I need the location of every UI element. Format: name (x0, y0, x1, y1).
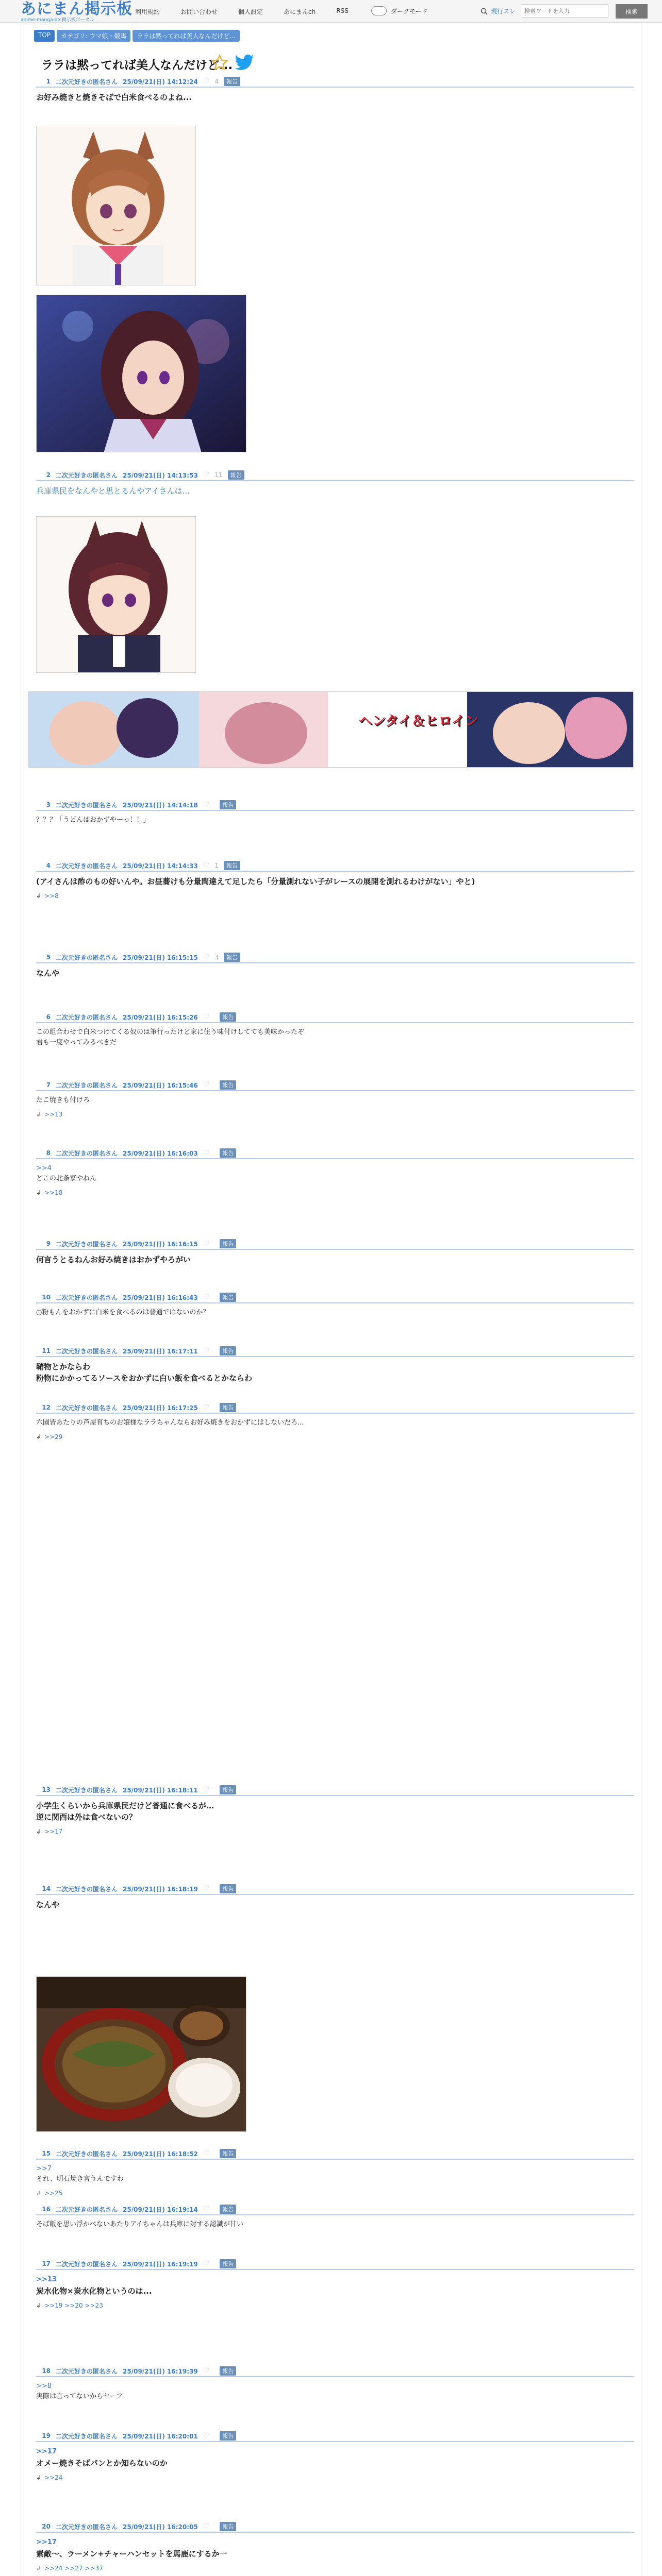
reply-arrow-icon: ↲ (36, 1189, 42, 1196)
post-18 (36, 2366, 634, 2402)
reply-anchors[interactable]: >>29 (44, 1433, 63, 1440)
post-header (36, 2521, 634, 2533)
heart-icon[interactable]: ♡ (203, 2432, 210, 2440)
crumb-top[interactable]: TOP (34, 30, 55, 42)
like-count: 11 (214, 471, 223, 479)
post-date: 25/09/21(日) 14:12:24 (123, 78, 198, 86)
report-button[interactable]: 報告 (220, 2522, 236, 2531)
report-button[interactable]: 報告 (220, 1785, 236, 1794)
post-text-line: オメー焼きそばパンとか知らないのか (36, 2459, 168, 2468)
report-button[interactable]: 報告 (220, 2431, 236, 2441)
post-number[interactable]: 7 (46, 1081, 51, 1089)
post-author: 二次元好きの匿名さん (56, 1081, 118, 1089)
post-header (36, 2366, 634, 2377)
reply-anchors[interactable]: >>18 (44, 1189, 63, 1196)
post-number[interactable]: 2 (46, 471, 51, 479)
reply-anchor-link[interactable]: >>7 (36, 2165, 52, 2173)
post-author: 二次元好きの匿名さん (56, 471, 118, 479)
post-text-line: なんや (36, 969, 60, 978)
post-body (36, 2377, 634, 2402)
reply-arrow-icon: ↲ (36, 1828, 42, 1835)
post-number[interactable]: 1 (46, 78, 51, 85)
reply-links[interactable] (36, 1828, 634, 1835)
post-date: 25/09/21(日) 16:18:19 (123, 1885, 198, 1893)
post-author: 二次元好きの匿名さん (56, 1294, 118, 1301)
post-number[interactable]: 13 (42, 1786, 51, 1793)
post-body (36, 1796, 634, 1823)
post-number[interactable]: 11 (42, 1347, 51, 1354)
post-text-line: 六園皆あたりの芦屋育ちのお嬢様なララちゃんならお好み焼きをおかずにはしないだろ... (36, 1419, 304, 1427)
post-body (36, 2442, 634, 2469)
heart-icon[interactable]: ♡ (203, 77, 210, 86)
post-text-line: 何言うとるねんお好み焼きはおかずやろがい (36, 1255, 191, 1264)
post-9 (36, 1239, 634, 1265)
post-body (36, 872, 634, 887)
search-bar (477, 4, 648, 19)
post-header (36, 860, 634, 872)
toggle-switch[interactable] (371, 6, 387, 15)
post-body (36, 2160, 634, 2184)
post-date: 25/09/21(日) 16:19:19 (123, 2260, 198, 2268)
post-19 (36, 2431, 634, 2481)
post-body (36, 1091, 634, 1106)
post-1 (36, 76, 634, 103)
post-body (36, 1023, 634, 1048)
site-logo[interactable] (21, 1, 133, 23)
top-nav (135, 7, 369, 16)
post-body (36, 1159, 634, 1184)
dark-mode-toggle[interactable] (371, 6, 428, 15)
post-body (36, 2270, 634, 2297)
post-header (36, 1292, 634, 1303)
report-button[interactable]: 報告 (220, 1239, 236, 1248)
reply-links[interactable] (36, 892, 634, 900)
reply-anchors[interactable]: >>19 >>20 >>23 (44, 2302, 103, 2309)
post-17 (36, 2259, 634, 2309)
post-15 (36, 2148, 634, 2197)
report-button[interactable]: 報告 (220, 800, 236, 809)
post-text-line: 鞘物とかならわ (36, 1362, 91, 1371)
post-header (36, 1785, 634, 1796)
post-image-uma-musume-1[interactable] (36, 126, 196, 285)
crumb-category[interactable]: カテゴリ: ウマ娘・競馬 (57, 30, 130, 42)
post-number[interactable]: 16 (42, 2206, 51, 2213)
post-text-line: 逆に関西は外は食べないの？ (36, 1812, 137, 1822)
logo-subtext: anime-manga-etc掲示板ポータル (21, 18, 94, 23)
post-5 (36, 952, 634, 979)
reply-anchor-link[interactable]: >>8 (36, 2382, 52, 2390)
post-body (36, 481, 634, 497)
report-button[interactable]: 報告 (220, 1346, 236, 1355)
post-header (36, 800, 634, 811)
post-text-line: 素敵～、ラーメン+チャーハンセットを馬鹿にするか一 (36, 2549, 227, 2558)
twitter-share-icon[interactable] (234, 54, 255, 72)
reply-links[interactable] (36, 1433, 634, 1440)
post-date: 25/09/21(日) 14:13:53 (123, 471, 198, 479)
search-scope[interactable]: 現行スレ (491, 8, 516, 15)
post-text-line: 兵庫県民をなんやと思とるんやアイさんは... (36, 486, 190, 496)
reply-links[interactable] (36, 1189, 634, 1196)
post-body (36, 963, 634, 979)
post-author: 二次元好きの匿名さん (56, 2523, 118, 2531)
post-number[interactable]: 15 (42, 2150, 51, 2157)
post-text-line: 君も一度やってみるべきだ (36, 1039, 117, 1046)
heart-icon[interactable]: ♡ (203, 1403, 210, 1412)
post-author: 二次元好きの匿名さん (56, 1149, 118, 1157)
report-button[interactable]: 報告 (224, 861, 240, 870)
post-date: 25/09/21(日) 16:17:25 (123, 1404, 198, 1412)
post-number[interactable]: 10 (42, 1294, 51, 1301)
post-image-okonomiyaki-meal[interactable] (36, 1976, 246, 2132)
post-14 (36, 1884, 634, 1910)
nav-settings[interactable]: 個人設定 (238, 8, 263, 15)
report-button[interactable]: 報告 (220, 1403, 236, 1412)
post-16 (36, 2204, 634, 2230)
heart-icon[interactable]: ♡ (203, 1149, 210, 1157)
post-date: 25/09/21(日) 16:20:01 (123, 2432, 198, 2440)
heart-icon[interactable]: ♡ (203, 1293, 210, 1301)
reply-links[interactable] (36, 1111, 634, 1118)
dark-mode-label: ダークモード (391, 7, 428, 15)
post-date: 25/09/21(日) 16:16:43 (123, 1294, 198, 1301)
post-6 (36, 1012, 634, 1048)
post-header (36, 2148, 634, 2160)
post-body (36, 2215, 634, 2230)
heart-icon[interactable]: ♡ (203, 1347, 210, 1355)
post-header (36, 2204, 634, 2215)
report-button[interactable]: 報告 (220, 2205, 236, 2214)
report-button[interactable]: 報告 (220, 1884, 236, 1893)
post-body (36, 88, 634, 103)
post-header (36, 76, 634, 88)
post-body (36, 1250, 634, 1265)
post-2 (36, 470, 634, 497)
heart-icon[interactable]: ♡ (203, 1786, 210, 1794)
post-body (36, 1895, 634, 1910)
post-date: 25/09/21(日) 16:19:39 (123, 2367, 198, 2375)
post-text-line: ○粉もんをおかずに白米を食べるのは普通ではないのか？ (36, 1309, 210, 1316)
post-date: 25/09/21(日) 16:16:15 (123, 1240, 198, 1248)
post-header (36, 1239, 634, 1250)
reply-anchors[interactable]: >>8 (44, 892, 59, 900)
reply-anchors[interactable]: >>24 >>27 >>37 (44, 2565, 103, 2572)
post-number[interactable]: 5 (46, 954, 51, 961)
post-number[interactable]: 9 (46, 1240, 51, 1247)
post-image-uma-musume-3[interactable] (36, 516, 196, 673)
report-button[interactable]: 報告 (228, 470, 244, 480)
reply-anchor-link[interactable]: >>4 (36, 1164, 52, 1172)
post-image-uma-musume-2[interactable] (36, 295, 246, 452)
nav-terms[interactable]: 利用規約 (135, 8, 160, 15)
post-number[interactable]: 8 (46, 1149, 51, 1157)
search-icon (477, 4, 491, 19)
post-11 (36, 1346, 634, 1384)
report-button[interactable]: 報告 (224, 953, 240, 962)
reply-anchors[interactable]: >>17 (44, 1828, 63, 1835)
reply-arrow-icon: ↲ (36, 2474, 42, 2481)
post-number[interactable]: 17 (42, 2260, 51, 2267)
nav-animanch[interactable]: あにまんch (284, 8, 316, 15)
breadcrumb (34, 30, 240, 42)
post-20 (36, 2521, 634, 2572)
reply-anchor-link[interactable]: >>13 (36, 2276, 57, 2283)
post-header (36, 1346, 634, 1357)
post-text-line: 粉物にかかってるソースをおかずに白い飯を食べるとかならわ (36, 1374, 252, 1383)
post-author: 二次元好きの匿名さん (56, 1786, 118, 1794)
post-text-line: この組合わせで白米つけてくる奴のは筆行ったけど家に住う味付けしてても美味かったぞ (36, 1028, 305, 1036)
post-number[interactable]: 3 (46, 801, 51, 808)
post-text-line: お好み焼きと焼きそばで白米食べるのよね... (36, 93, 192, 102)
post-author: 二次元好きの匿名さん (56, 1404, 118, 1412)
like-count: 4 (214, 78, 219, 85)
post-text-line: そば飯を思い浮かべないあたりアイちゃんは兵庫に対する認識が甘い (36, 2221, 243, 2228)
report-button[interactable]: 報告 (220, 2366, 236, 2376)
post-number[interactable]: 6 (46, 1013, 51, 1021)
heart-icon[interactable]: ♡ (203, 953, 210, 961)
reply-arrow-icon: ↲ (36, 2302, 42, 2309)
post-text-line: たこ焼きも付けろ (36, 1096, 90, 1104)
post-header (36, 2431, 634, 2442)
heart-icon[interactable]: ♡ (203, 2367, 210, 2375)
post-12 (36, 1402, 634, 1440)
post-author: 二次元好きの匿名さん (56, 801, 118, 809)
post-number[interactable]: 4 (46, 862, 51, 869)
like-count: 1 (214, 862, 219, 869)
heart-icon[interactable]: ♡ (203, 2522, 210, 2531)
post-author: 二次元好きの匿名さん (56, 2432, 118, 2440)
favorite-star-icon[interactable] (210, 54, 229, 72)
report-button[interactable]: 報告 (220, 2149, 236, 2158)
post-author: 二次元好きの匿名さん (56, 1347, 118, 1355)
post-author: 二次元好きの匿名さん (56, 1885, 118, 1893)
search-input[interactable] (521, 4, 608, 18)
post-text-line: どこの北条家やねん (36, 1175, 97, 1182)
report-button[interactable]: 報告 (220, 1080, 236, 1090)
post-text-line: 実際は言ってないからセーフ (36, 2393, 123, 2400)
post-header (36, 1148, 634, 1159)
reply-anchors[interactable]: >>25 (44, 2190, 63, 2197)
crumb-thread[interactable]: ララは黙ってれば美人なんだけど... (133, 30, 239, 42)
post-date: 25/09/21(日) 16:15:15 (123, 954, 198, 961)
post-date: 25/09/21(日) 16:16:03 (123, 1149, 198, 1157)
reply-anchor-link[interactable]: >>17 (36, 2538, 57, 2546)
report-button[interactable]: 報告 (220, 2259, 236, 2268)
reply-arrow-icon: ↲ (36, 1433, 42, 1440)
post-author: 二次元好きの匿名さん (56, 2150, 118, 2158)
reply-links[interactable] (36, 2190, 634, 2197)
post-text-line: なんや (36, 1900, 60, 1909)
reply-links[interactable] (36, 2474, 634, 2481)
post-body (36, 811, 634, 825)
post-date: 25/09/21(日) 14:14:18 (123, 801, 198, 809)
reply-arrow-icon: ↲ (36, 892, 42, 900)
like-count: 3 (214, 954, 219, 961)
post-header (36, 1402, 634, 1414)
reply-anchors[interactable]: >>13 (44, 1111, 63, 1118)
post-header (36, 1080, 634, 1091)
post-date: 25/09/21(日) 16:20:05 (123, 2523, 198, 2531)
post-text-line: 炭水化物×炭水化物というのは... (36, 2286, 152, 2296)
post-13 (36, 1785, 634, 1835)
post-body (36, 1303, 634, 1318)
post-number[interactable]: 20 (42, 2523, 51, 2530)
search-button[interactable]: 検索 (616, 4, 648, 19)
reply-arrow-icon: ↲ (36, 1111, 42, 1118)
nav-contact[interactable]: お問い合わせ (180, 8, 218, 15)
heart-icon[interactable]: ♡ (203, 1013, 210, 1021)
post-4 (36, 860, 634, 900)
post-body (36, 2533, 634, 2560)
post-header (36, 2259, 634, 2270)
reply-anchor-link[interactable]: >>17 (36, 2448, 57, 2455)
post-date: 25/09/21(日) 16:17:11 (123, 1347, 198, 1355)
post-number[interactable]: 19 (42, 2432, 51, 2439)
post-10 (36, 1292, 634, 1318)
heart-icon[interactable]: ♡ (203, 861, 210, 870)
post-7 (36, 1080, 634, 1118)
reply-arrow-icon: ↲ (36, 2190, 42, 2197)
post-text-line: (アイさんは酢のもの好いんや。お昼蕎けも分量間違えて足したら「分量測れない子がレースの展開を測れるわけがない」やと) (36, 877, 475, 886)
post-author: 二次元好きの匿名さん (56, 1240, 118, 1248)
reply-links[interactable] (36, 2302, 634, 2309)
post-header (36, 470, 634, 481)
heart-icon[interactable]: ♡ (203, 2149, 210, 2158)
top-bar (0, 0, 662, 23)
post-text-line: 小学生くらいから兵庫県民だけど普通に食べるが… (36, 1801, 214, 1810)
post-header (36, 952, 634, 963)
thread-title: ララは黙ってれば美人なんだけど... (41, 59, 233, 72)
post-date: 25/09/21(日) 16:15:26 (123, 1013, 198, 1021)
post-author: 二次元好きの匿名さん (56, 2260, 118, 2268)
reply-arrow-icon: ↲ (36, 2565, 42, 2572)
post-header (36, 1884, 634, 1895)
post-author: 二次元好きの匿名さん (56, 78, 118, 86)
report-button[interactable]: 報告 (220, 1148, 236, 1158)
post-body (36, 1357, 634, 1384)
post-author: 二次元好きの匿名さん (56, 2367, 118, 2375)
report-button[interactable]: 報告 (220, 1293, 236, 1302)
heart-icon[interactable]: ♡ (203, 2260, 210, 2268)
report-button[interactable]: 報告 (220, 1012, 236, 1022)
post-author: 二次元好きの匿名さん (56, 1013, 118, 1021)
post-author: 二次元好きの匿名さん (56, 954, 118, 961)
nav-rss[interactable]: RSS (336, 7, 349, 14)
advertisement-banner[interactable] (28, 691, 634, 768)
post-8 (36, 1148, 634, 1196)
post-number[interactable]: 14 (42, 1885, 51, 1892)
post-number[interactable]: 18 (42, 2367, 51, 2375)
post-date: 25/09/21(日) 16:18:52 (123, 2150, 198, 2158)
post-date: 25/09/21(日) 16:19:14 (123, 2206, 198, 2213)
heart-icon[interactable]: ♡ (203, 1885, 210, 1893)
report-button[interactable]: 報告 (224, 77, 240, 86)
banner-text: ヘンタイ＆ヒロイン (359, 714, 478, 729)
heart-icon[interactable]: ♡ (203, 1081, 210, 1089)
logo-text: あにまん掲示板 (21, 0, 133, 18)
post-body (36, 1414, 634, 1428)
post-text-line: それ、明石焼き言うんですわ (36, 2175, 124, 2183)
post-number[interactable]: 12 (42, 1404, 51, 1411)
heart-icon[interactable]: ♡ (203, 801, 210, 809)
post-date: 25/09/21(日) 16:18:11 (123, 1786, 198, 1794)
post-author: 二次元好きの匿名さん (56, 862, 118, 870)
post-3 (36, 800, 634, 825)
heart-icon[interactable]: ♡ (203, 2205, 210, 2213)
heart-icon[interactable]: ♡ (203, 471, 210, 479)
reply-anchors[interactable]: >>24 (44, 2474, 63, 2481)
post-text-line: ？？？「うどんはおかずやーっ！！」 (36, 816, 150, 824)
reply-links[interactable] (36, 2565, 634, 2572)
post-author: 二次元好きの匿名さん (56, 2206, 118, 2213)
post-header (36, 1012, 634, 1023)
heart-icon[interactable]: ♡ (203, 1240, 210, 1248)
post-date: 25/09/21(日) 16:15:46 (123, 1081, 198, 1089)
post-date: 25/09/21(日) 14:14:33 (123, 862, 198, 870)
